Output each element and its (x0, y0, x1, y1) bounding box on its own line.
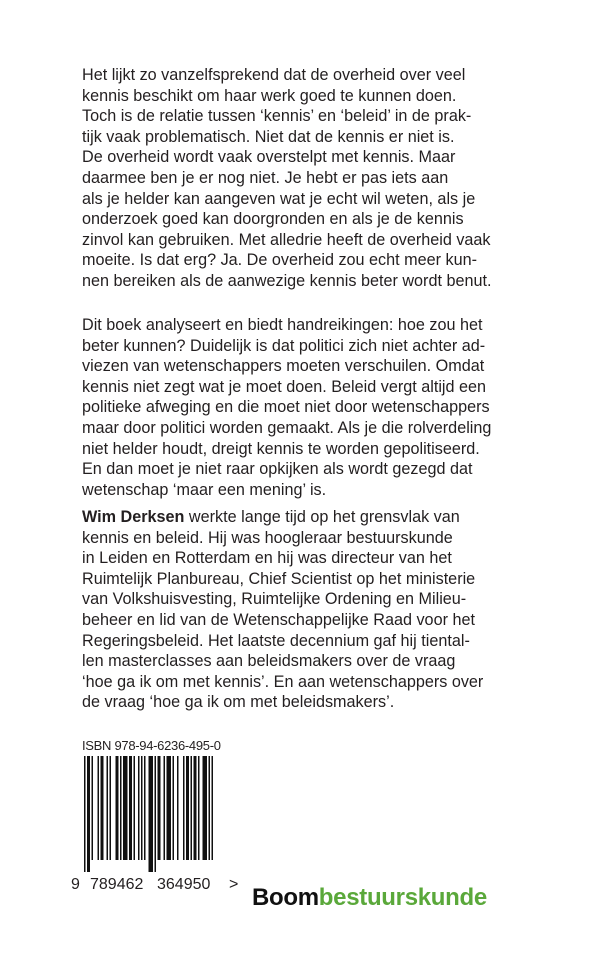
publisher-logo (252, 884, 487, 912)
text-line: in Leiden en Rotterdam en hij was directeur van het (82, 549, 452, 568)
barcode-bar (149, 756, 154, 872)
barcode-bar (141, 756, 143, 860)
text-line: Dit boek analyseert en biedt handreikingen: hoe zou het (82, 316, 483, 334)
barcode-bar (173, 756, 175, 860)
barcode-digits-left: 789462 (90, 876, 144, 893)
author-bio-first-line (82, 507, 483, 528)
barcode-bar (120, 756, 122, 860)
author-name: Wim Derksen (82, 508, 185, 526)
isbn-label: ISBN 978-94-6236-495-0 (82, 738, 221, 753)
barcode-bar (177, 756, 179, 860)
barcode-bar (107, 756, 109, 860)
text-line: de vraag ‘hoe ga ik om met beleidsmakers’. (82, 693, 395, 712)
paragraph-1 (82, 65, 491, 292)
barcode-bar (129, 756, 132, 860)
text-line: tijk vaak problematisch. Niet dat de kennis er niet is. (82, 127, 455, 146)
text-line: zinvol kan gebruiken. Met alledrie heeft de overheid vaak (82, 230, 491, 249)
text-line: Regeringsbeleid. Het laatste decennium gaf hij tiental- (82, 631, 470, 650)
barcode-bar (158, 756, 161, 860)
text-line: kennis niet zegt wat je moet doen. Beleid vergt altijd een (82, 377, 487, 396)
text-line: niet helder houdt, dreigt kennis te worden gepolitiseerd. (82, 439, 480, 458)
author-bio (82, 507, 483, 713)
text-line: En dan moet je niet raar opkijken als wordt gezegd dat (82, 460, 473, 479)
barcode-bar (84, 756, 86, 872)
barcode-bar (183, 756, 185, 860)
barcode-bar (198, 756, 200, 860)
text-line: van Volkshuisvesting, Ruimtelijke Ordening en Milieu- (82, 590, 467, 609)
barcode-bar (191, 756, 193, 860)
text-line: wetenschap ‘maar een mening’ is. (82, 480, 327, 499)
barcode-bar (87, 756, 90, 872)
text-line: maar door politici worden gemaakt. Als je die rolverdeling (82, 418, 492, 437)
barcode-bar (92, 756, 94, 860)
text-line: als je helder kan aangeven wat je echt wil weten, als je (82, 189, 476, 208)
text-line: nen bereiken als de aanwezige kennis beter wordt benut. (82, 271, 492, 290)
barcode-bar (116, 756, 119, 860)
barcode-bar (144, 756, 146, 860)
text-line: onderzoek goed kan doorgronden en als je de kennis (82, 210, 464, 229)
barcode-bar (98, 756, 100, 860)
publisher-logo-part1: Boom (252, 884, 319, 911)
barcode-bar (209, 756, 211, 860)
text-line: politieke afweging en die moet niet door wetenschappers (82, 398, 490, 417)
barcode-bar (203, 756, 208, 860)
barcode-bar (194, 756, 197, 860)
barcode-bar (138, 756, 140, 860)
text-line: daarmee ben je er nog niet. Je hebt er pas iets aan (82, 168, 449, 187)
barcode-bar (101, 756, 104, 860)
author-bio-first-line-rest: werkte lange tijd op het grensvlak van (184, 508, 460, 526)
text-line: De overheid wordt vaak overstelpt met kennis. Maar (82, 148, 456, 167)
text-line: Het lijkt zo vanzelfsprekend dat de overheid over veel (82, 66, 466, 84)
text-line: beter kunnen? Duidelijk is dat politici zich niet achter ad- (82, 336, 486, 355)
barcode-digit-prefix: 9 (71, 876, 80, 893)
barcode-arrow: > (229, 876, 239, 893)
text-line: viezen van wetenschappers moeten verschuilen. Omdat (82, 357, 485, 376)
text-line: ‘hoe ga ik om met kennis’. En aan wetenschappers over (82, 672, 484, 691)
text-line: kennis beschikt om haar werk goed te kunnen doen. (82, 86, 457, 105)
text-line: Ruimtelijk Planbureau, Chief Scientist op het ministerie (82, 569, 476, 588)
barcode-bar (212, 756, 214, 860)
barcode-bar (123, 756, 128, 860)
barcode-bar (164, 756, 166, 860)
barcode-digits-right: 364950 (157, 876, 211, 893)
text-line: Toch is de relatie tussen ‘kennis’ en ‘beleid’ in de prak- (82, 107, 472, 126)
text-line: len masterclasses aan beleidsmakers over de vraag (82, 652, 456, 671)
barcode-bar (155, 756, 157, 872)
publisher-logo-part2: bestuurskunde (318, 884, 487, 911)
text-line: kennis en beleid. Hij was hoogleraar bestuurskunde (82, 528, 453, 547)
barcode-bar (110, 756, 112, 860)
text-line: moeite. Is dat erg? Ja. De overheid zou echt meer kun- (82, 251, 477, 270)
barcode-bar (186, 756, 189, 860)
barcode-bar (134, 756, 136, 860)
barcode-bar (167, 756, 172, 860)
text-line: beheer en lid van de Wetenschappelijke Raad voor het (82, 610, 475, 629)
barcode-icon (82, 756, 242, 872)
paragraph-2 (82, 315, 491, 500)
